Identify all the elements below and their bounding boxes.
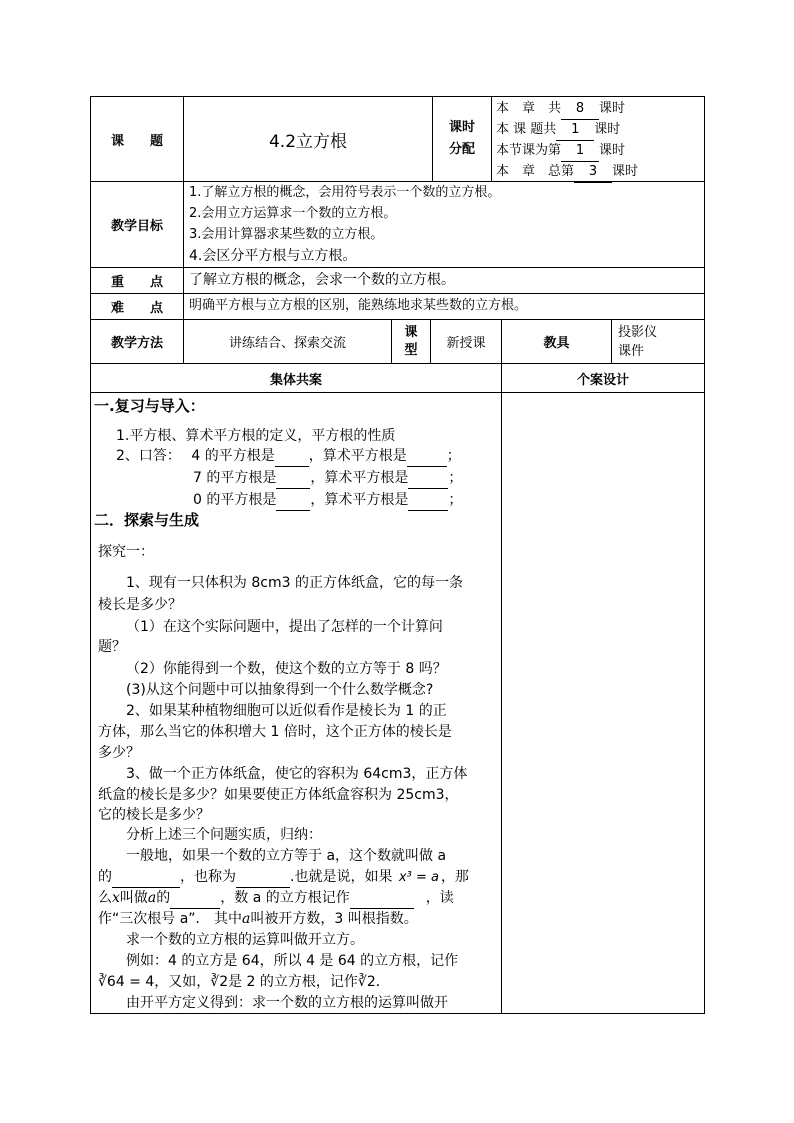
difficulty-text: 明确平方根与立方根的区别，能熟练地求某些数的立方根。 <box>189 298 528 313</box>
problem-text: 3、做一个正方体纸盒，使它的容积为 64cm3，正方体 <box>126 766 468 782</box>
row-divider <box>90 392 705 393</box>
problem-text: 棱长是多少？ <box>98 597 182 613</box>
lesson-plan-table <box>90 96 705 1014</box>
lesson-title: 4.2立方根 <box>268 131 348 152</box>
example-text: 例如：4 的立方是 64，所以 4 是 64 的立方根，记作 <box>126 953 459 969</box>
definition-text: 的 ，也称为 .也就是说，如果 x³ = a ，那 <box>98 867 469 888</box>
problem-text: （2）你能得到一个数，使这个数的立方等于 8 吗？ <box>126 661 447 677</box>
time-allocation-value: 3 <box>574 161 612 183</box>
definition-text: 求一个数的立方根的运算叫做开立方。 <box>126 932 364 948</box>
method-text: 讲练结合、探索交流 <box>228 336 346 351</box>
table-border-bottom <box>90 1013 705 1014</box>
problem-text: 题？ <box>98 639 126 655</box>
col-divider <box>491 96 492 181</box>
difficulty-label: 难 点 <box>110 301 163 316</box>
definition-text: 作“三次根号 a”． 其中a叫被开方数，3 叫根指数。 <box>98 911 418 927</box>
problem-text: 1、现有一只体积为 8cm3 的正方体纸盒，它的每一条 <box>126 575 463 591</box>
goal-item: 4.会区分平方根与立方根。 <box>189 248 357 264</box>
problem-text: 纸盒的棱长是多少？如果要使正方体纸盒容积为 25cm3， <box>98 787 459 803</box>
review-line: 1.平方根、算术平方根的定义，平方根的性质 <box>116 428 396 444</box>
time-allocation-value: 1 <box>556 119 594 141</box>
problem-text: 多少？ <box>98 745 140 761</box>
table-border-right <box>704 96 705 1014</box>
definition-text: 由开平方定义得到：求一个数的立方根的运算叫做开 <box>126 995 448 1011</box>
time-allocation-value: 1 <box>561 140 599 162</box>
topic-label: 课 题 <box>110 133 163 149</box>
problem-text: 方体，那么当它的体积增大 1 倍时，这个正方体的棱长是 <box>98 724 452 740</box>
col-divider <box>501 363 502 1014</box>
time-allocation-list <box>496 98 701 182</box>
section-explore-title: 二．探索与生成 <box>94 511 200 529</box>
example-text: ∛64 = 4，又如，∛2是 2 的立方根，记作∛2． <box>98 974 390 990</box>
time-allocation-value: 8 <box>561 98 599 120</box>
problem-text: (3)从这个问题中可以抽象得到一个什么数学概念? <box>126 682 434 698</box>
lesson-type-label: 课 型 <box>404 324 418 358</box>
summary-text: 分析上述三个问题实质，归纳： <box>126 827 322 843</box>
tools-text: 投影仪 课件 <box>618 325 658 359</box>
method-label: 教学方法 <box>110 336 163 351</box>
time-allocation-line: 本 章 共 8 课时 <box>496 98 701 119</box>
key-point-label: 重 点 <box>110 275 163 290</box>
tools-label: 教具 <box>543 336 570 351</box>
problem-text: 它的棱长是多少？ <box>98 807 210 823</box>
cube-equation: x³ = a <box>398 870 439 885</box>
section-review-title: 一.复习与导入： <box>94 397 205 415</box>
shared-plan-header: 集体共案 <box>269 372 322 388</box>
time-allocation-line: 本节课为第 1 课时 <box>496 140 701 161</box>
problem-text: 2、如果某种植物细胞可以近似看作是棱长为 1 的正 <box>126 703 447 719</box>
col-divider <box>611 319 612 363</box>
individual-design-header: 个案设计 <box>576 372 629 388</box>
definition-text: 一般地，如果一个数的立方等于 a，这个数就叫做 a <box>126 848 447 864</box>
goals-label: 教学目标 <box>110 219 163 234</box>
key-point-text: 了解立方根的概念，会求一个数的立方根。 <box>189 272 455 288</box>
time-allocation-label: 课时 分配 <box>448 120 475 157</box>
definition-text: 么x叫做a的 ，数 a 的立方根记作 ，读 <box>98 888 454 909</box>
goal-item: 2.会用立方运算求一个数的立方根。 <box>189 206 397 221</box>
oral-question: 7 的平方根是 ，算术平方根是 ； <box>193 468 462 489</box>
goal-item: 3.会用计算器求某些数的立方根。 <box>189 227 384 242</box>
time-allocation-line: 本 课 题共 1 课时 <box>496 119 701 140</box>
goal-item: 1.了解立方根的概念，会用符号表示一个数的立方根。 <box>189 185 501 200</box>
lesson-type: 新授课 <box>446 336 486 351</box>
oral-question: 0 的平方根是 ，算术平方根是 ； <box>193 490 462 511</box>
oral-question: 2、口答： 4 的平方根是 ，算术平方根是 ； <box>116 446 461 467</box>
explore-label: 探究一： <box>98 544 154 560</box>
problem-text: （1）在这个实际问题中，提出了怎样的一个计算问 <box>126 619 443 635</box>
time-allocation-line: 本 章 总第 3 课时 <box>496 161 701 182</box>
